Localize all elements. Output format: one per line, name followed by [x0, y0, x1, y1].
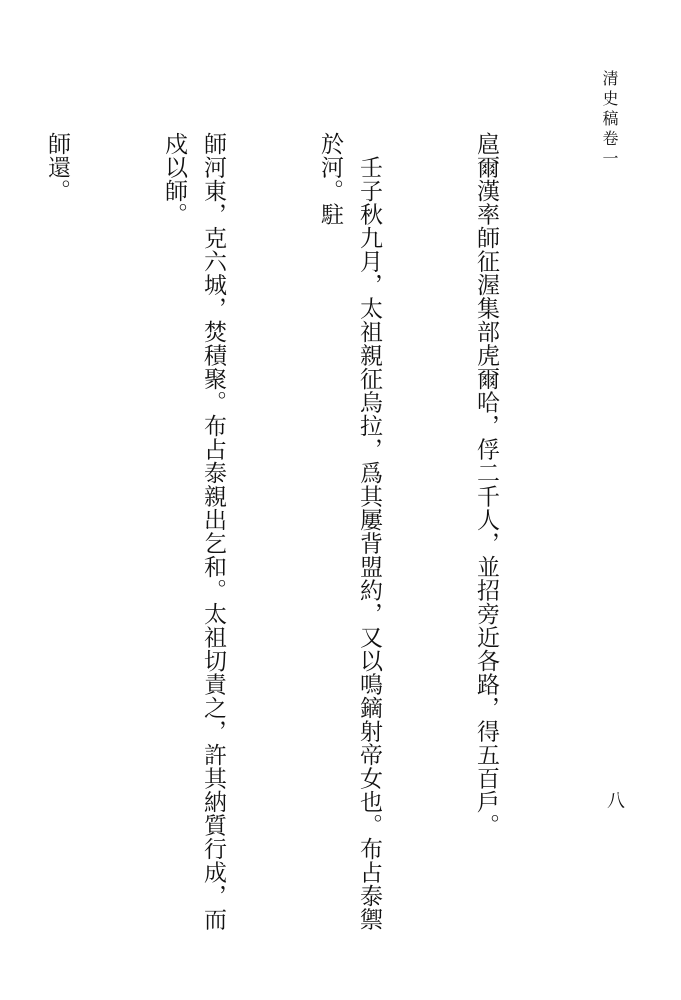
- page-number: 八: [607, 791, 625, 812]
- text-column: 壬子秋九月，太祖親征烏拉，爲其屢背盟約，又以鳴鏑射帝女也。布占泰禦於河。駐: [317, 132, 382, 931]
- text-column: 扈爾漢率師征渥集部虎爾哈，俘二千人，並招旁近各路，得五百戶。: [473, 132, 499, 837]
- body-text: [0, 132, 583, 940]
- text-column: 師還。: [44, 132, 70, 203]
- text-column: 師河東，克六城，焚積聚。布占泰親出乞和。太祖切責之，許其納質行成，而戍以師。: [161, 132, 226, 931]
- running-header: 清史稿卷一: [600, 70, 619, 170]
